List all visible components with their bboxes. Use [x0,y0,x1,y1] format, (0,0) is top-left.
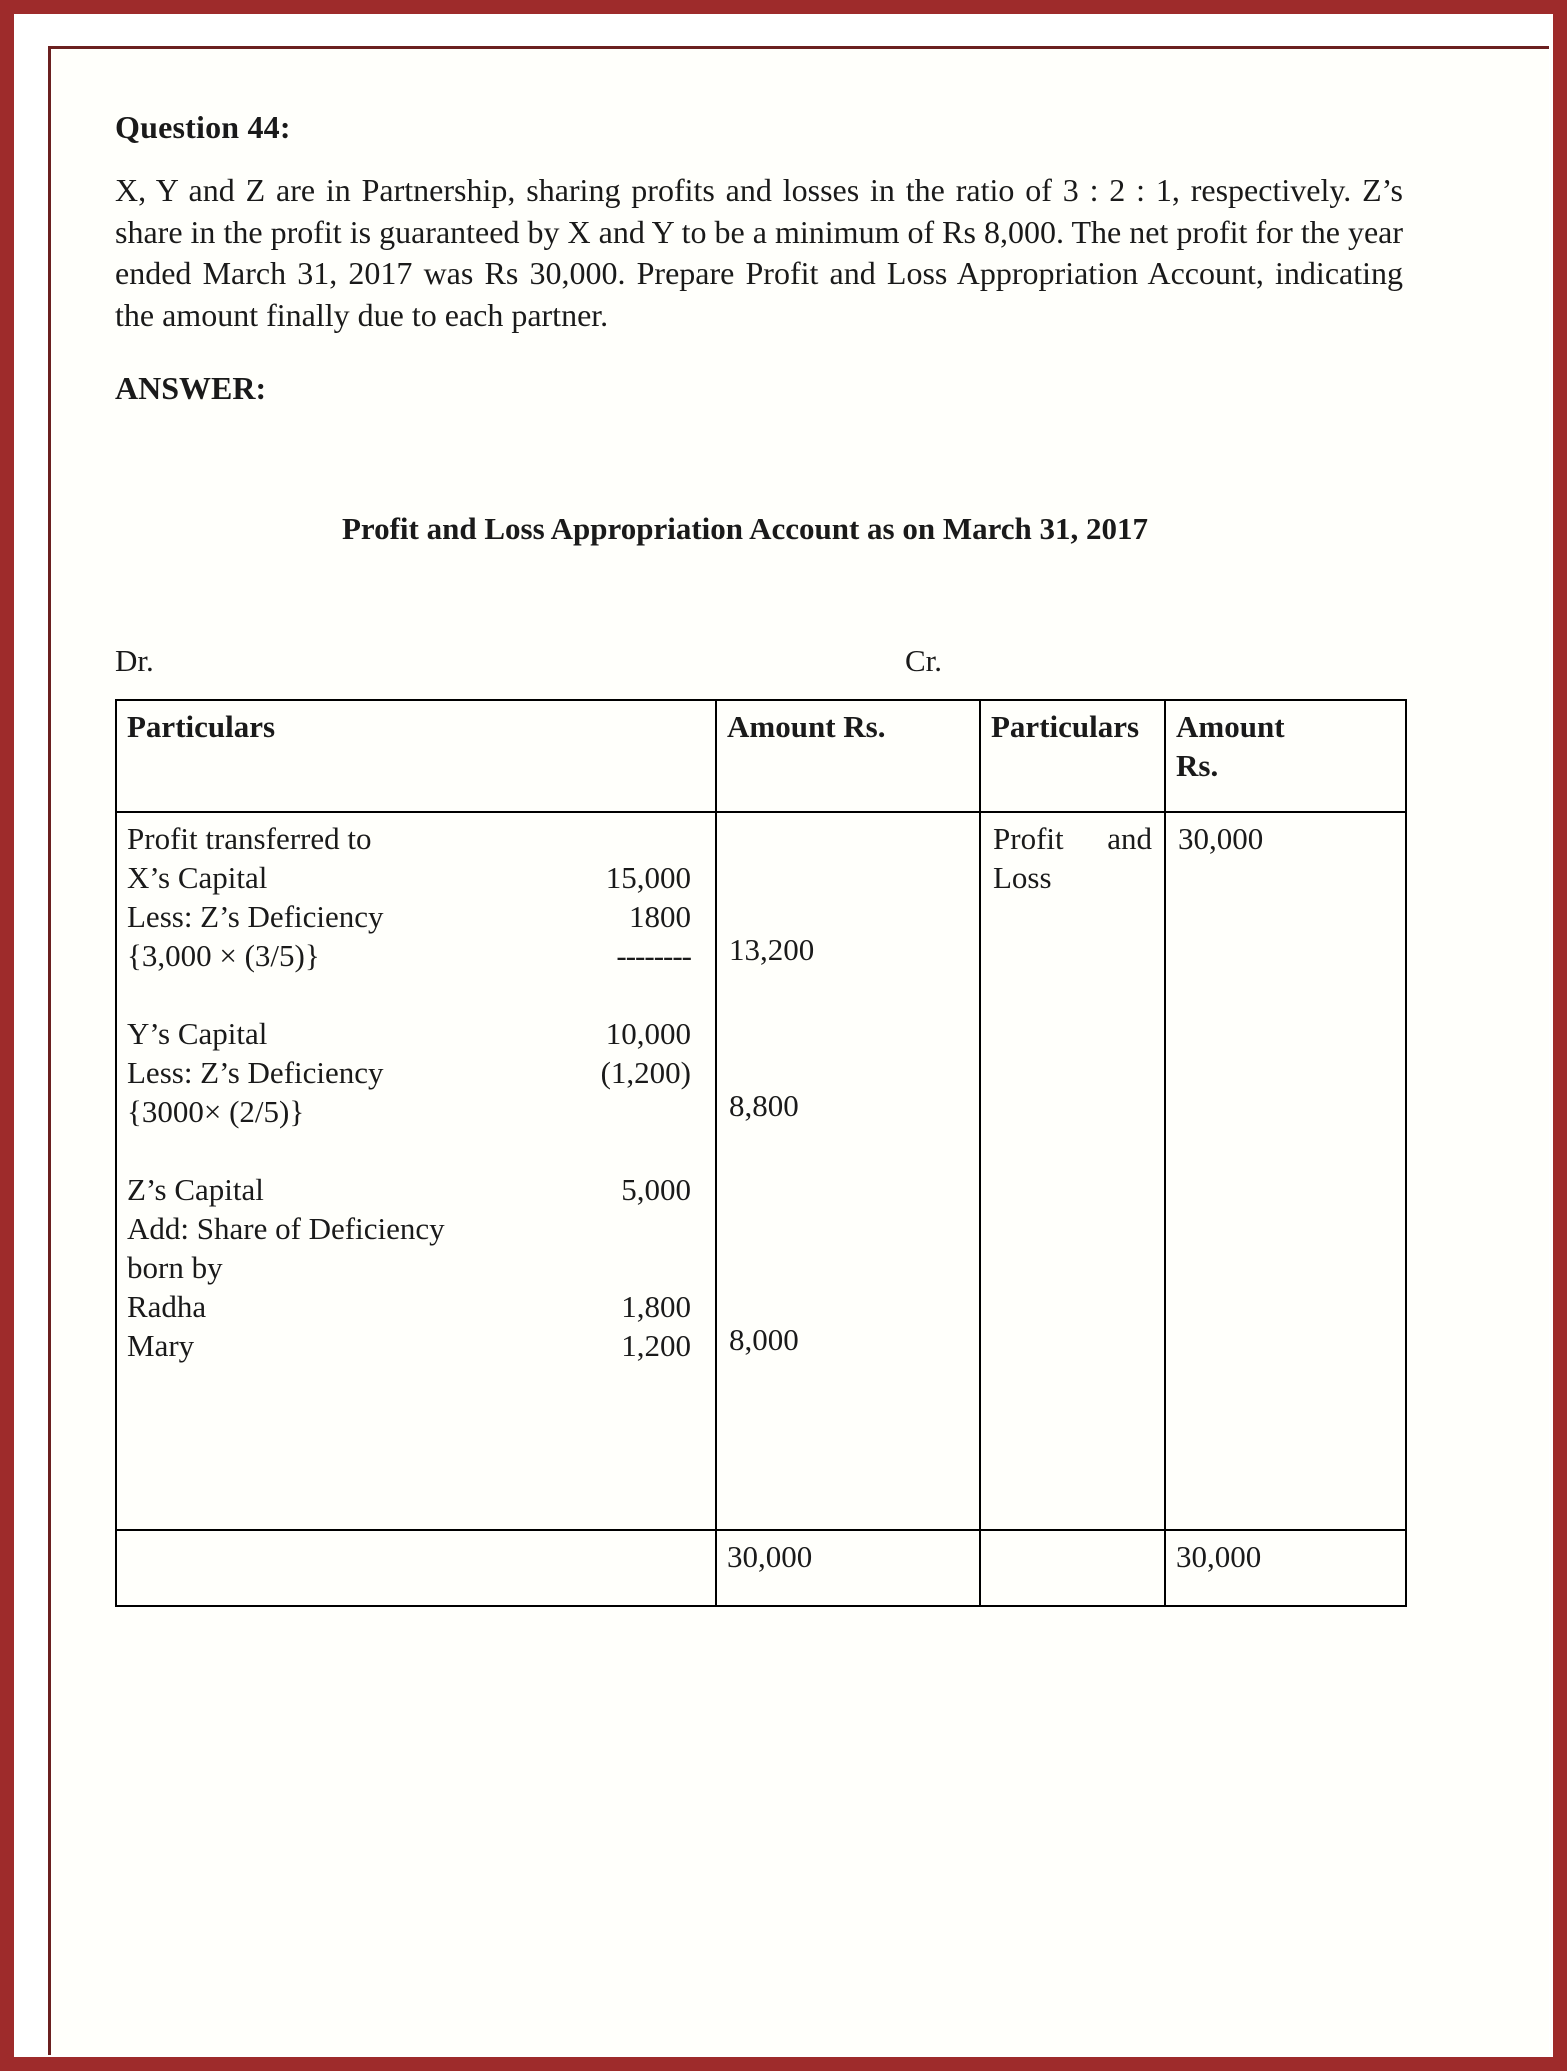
credit-particulars-cell [980,812,1165,1530]
debit-line-label: Less: Z’s Deficiency [127,1055,384,1091]
header-particulars-credit: Particulars [980,700,1165,812]
profit-loss-appropriation-table [115,699,1407,1607]
table-header-row [116,700,1406,812]
debit-line-label: {3000× (2/5)} [127,1094,305,1130]
debit-line [127,1053,705,1092]
table-total-row [116,1530,1406,1606]
header-amount-credit [1165,700,1406,812]
table-body-row [116,812,1406,1530]
debit-line-label: Less: Z’s Deficiency [127,899,384,935]
debit-line [127,1131,705,1170]
debit-line [127,897,705,936]
document-content [115,109,1415,1607]
total-amount-credit: 30,000 [1165,1530,1406,1606]
debit-line-label: Mary [127,1328,195,1364]
debit-line [127,1014,705,1053]
debit-line-label: {3,000 × (3/5)} [127,938,320,974]
debit-line-label: Y’s Capital [127,1016,268,1052]
header-particulars-debit: Particulars [116,700,716,812]
debit-line-value: 1,800 [621,1289,691,1325]
debit-line-value: (1,200) [600,1055,691,1091]
debit-amount-cell [716,812,980,1530]
debit-line-label: born by [127,1250,223,1286]
credit-amount-cell: 30,000 [1165,812,1406,1530]
debit-subtotal-value: 8,800 [729,1088,799,1124]
debit-particulars-cell [116,812,716,1530]
debit-line-value: 15,000 [605,860,691,896]
page-border-frame [14,14,1553,2057]
debit-line [127,1248,705,1287]
debit-line-value: 5,000 [621,1172,691,1208]
debit-line [127,1209,705,1248]
credit-label: Cr. [905,643,943,679]
debit-line [127,1170,705,1209]
debit-line-label: Profit transferred to [127,821,372,857]
debit-label: Dr. [115,643,154,679]
header-amount-debit: Amount Rs. [716,700,980,812]
document-page [51,49,1549,2055]
debit-line-label: Z’s Capital [127,1172,264,1208]
total-particulars-debit [116,1530,716,1606]
debit-amount-values [717,813,979,1358]
header-amount-credit-line2: Rs. [1176,748,1219,784]
debit-line-value: 10,000 [605,1016,691,1052]
debit-line [127,1326,705,1365]
debit-line [127,1287,705,1326]
debit-line [127,1092,705,1131]
total-particulars-credit [980,1530,1165,1606]
debit-subtotal-value: 8,000 [729,1322,799,1358]
debit-line-label: Add: Share of Deficiency [127,1211,445,1247]
debit-particulars-lines [117,813,715,1529]
debit-line [127,858,705,897]
debit-line [127,975,705,1014]
debit-credit-labels [115,643,1415,687]
total-amount-debit: 30,000 [716,1530,980,1606]
debit-line-value: 1,200 [621,1328,691,1364]
debit-line-value: 1800 [629,899,691,935]
debit-line-label: Radha [127,1289,207,1325]
credit-particulars-line2: Loss [993,860,1052,896]
debit-line [127,819,705,858]
answer-label: ANSWER: [115,370,267,407]
debit-line [127,936,705,975]
debit-line-label: X’s Capital [127,860,268,896]
credit-particulars-line1: Profit and [993,821,1152,857]
question-heading: Question 44: [115,109,291,145]
question-body-text: X, Y and Z are in Partnership, sharing profits and losses in the ratio of 3 : 2 : 1, respectively. Z’s share in the profit is guaranteed by X and Y to be a minimum of Rs 8,000. The net profit for the year ended March 31, 2017 was Rs 30,000. Prepare Profit and Loss Appropriation Account, indicating the amount finally due to each partner. [115,172,1403,333]
debit-line-value: -------- [616,938,691,974]
debit-subtotal-value: 13,200 [729,932,815,968]
ledger-title: Profit and Loss Appropriation Account as on March 31, 2017 [341,511,1149,547]
header-amount-credit-line1: Amount [1176,709,1285,745]
